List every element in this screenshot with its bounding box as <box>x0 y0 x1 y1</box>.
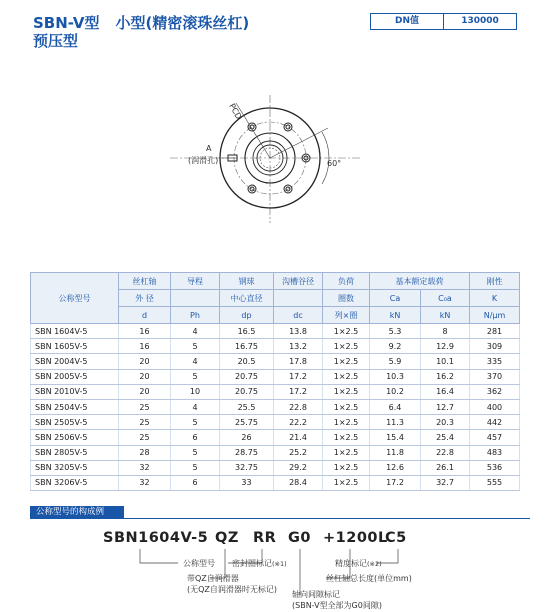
cell-value: 32 <box>119 475 171 490</box>
cell-value: 21.4 <box>274 430 323 445</box>
cell-value: 20.3 <box>421 415 470 430</box>
cell-value: 5 <box>171 369 220 384</box>
cell-value: 32.7 <box>421 475 470 490</box>
title-main: SBN-V型 <box>33 14 100 32</box>
label-pcd: PCD <box>227 102 244 121</box>
cell-value: 28 <box>119 445 171 460</box>
th-lead: 导程 <box>171 273 220 290</box>
cell-value: 20 <box>119 354 171 369</box>
cell-value: 1×2.5 <box>323 475 370 490</box>
ann-qz: 带QZ自润滑器 (无QZ自润滑器时无标记) <box>187 574 278 594</box>
code-part-seal: RR <box>253 530 277 546</box>
cell-model: SBN 2505V-5 <box>31 415 119 430</box>
cell-value: 28.4 <box>274 475 323 490</box>
cell-value: 281 <box>470 324 520 339</box>
cell-value: 32.75 <box>220 460 274 475</box>
cell-value: 25.5 <box>220 399 274 414</box>
cell-value: 16 <box>119 324 171 339</box>
th-shaft-od2: 外 径 <box>119 290 171 307</box>
dn-value: 130000 <box>444 13 517 30</box>
cell-value: 1×2.5 <box>323 460 370 475</box>
cell-value: 28.75 <box>220 445 274 460</box>
cell-value: 6.4 <box>370 399 421 414</box>
cell-value: 17.8 <box>274 354 323 369</box>
cell-model: SBN 3205V-5 <box>31 460 119 475</box>
cell-value: 16.2 <box>421 369 470 384</box>
code-part-length: +1200L <box>323 530 388 546</box>
cell-value: 16.5 <box>220 324 274 339</box>
cell-value: 400 <box>470 399 520 414</box>
ann-model: 公称型号 <box>183 559 215 568</box>
th-ca: Ca <box>370 290 421 307</box>
cell-value: 25.2 <box>274 445 323 460</box>
label-a: A <box>206 144 212 153</box>
cell-value: 457 <box>470 430 520 445</box>
th-coa: C₀a <box>421 290 470 307</box>
cell-value: 26 <box>220 430 274 445</box>
cell-value: 22.8 <box>421 445 470 460</box>
cell-value: 1×2.5 <box>323 369 370 384</box>
cell-value: 25.75 <box>220 415 274 430</box>
cell-model: SBN 3206V-5 <box>31 475 119 490</box>
cell-value: 5 <box>171 415 220 430</box>
cell-value: 22.2 <box>274 415 323 430</box>
cell-value: 5 <box>171 460 220 475</box>
cell-value: 4 <box>171 324 220 339</box>
th-groove: 沟槽谷径 <box>274 273 323 290</box>
code-part-model: SBN1604V-5 <box>103 530 209 546</box>
ann-length: 丝杠轴总长度(单位mm) <box>326 574 412 583</box>
cell-value: 442 <box>470 415 520 430</box>
cell-value: 1×2.5 <box>323 354 370 369</box>
cell-value: 25 <box>119 415 171 430</box>
title-sub: 小型(精密滚珠丝杠) <box>115 14 250 32</box>
th-shaft-od: 丝杠轴 <box>119 273 171 290</box>
cell-value: 20.75 <box>220 369 274 384</box>
label-angle: 60° <box>327 159 342 168</box>
cell-value: 10.3 <box>370 369 421 384</box>
cell-value: 1×2.5 <box>323 399 370 414</box>
cell-value: 8 <box>421 324 470 339</box>
th-ca-unit: kN <box>370 307 421 324</box>
th-ball2: 中心直径 <box>220 290 274 307</box>
cell-value: 10.1 <box>421 354 470 369</box>
cell-value: 26.1 <box>421 460 470 475</box>
cell-value: 25 <box>119 399 171 414</box>
cell-value: 20.75 <box>220 384 274 399</box>
cell-value: 5.3 <box>370 324 421 339</box>
cell-value: 6 <box>171 430 220 445</box>
cell-value: 20.5 <box>220 354 274 369</box>
cell-value: 4 <box>171 354 220 369</box>
th-model: 公称型号 <box>31 273 119 324</box>
cell-value: 20 <box>119 369 171 384</box>
cell-value: 13.2 <box>274 339 323 354</box>
cell-value: 1×2.5 <box>323 384 370 399</box>
cell-value: 11.8 <box>370 445 421 460</box>
cell-value: 22.8 <box>274 399 323 414</box>
cell-value: 335 <box>470 354 520 369</box>
code-section-title: 公称型号的构成例 <box>30 506 124 519</box>
cell-value: 10.2 <box>370 384 421 399</box>
ann-clearance: 轴向间隙标记 (SBN-V型全部为G0间隙) <box>292 590 382 610</box>
cell-value: 25.4 <box>421 430 470 445</box>
th-ball: 钢球 <box>220 273 274 290</box>
cell-value: 483 <box>470 445 520 460</box>
cell-value: 1×2.5 <box>323 339 370 354</box>
cell-value: 33 <box>220 475 274 490</box>
cell-value: 16.4 <box>421 384 470 399</box>
cell-model: SBN 2504V-5 <box>31 399 119 414</box>
th-stiff: 刚性 <box>470 273 520 290</box>
cell-model: SBN 2005V-5 <box>31 369 119 384</box>
cell-value: 12.6 <box>370 460 421 475</box>
cell-value: 5.9 <box>370 354 421 369</box>
cell-value: 309 <box>470 339 520 354</box>
cell-value: 15.4 <box>370 430 421 445</box>
cell-value: 362 <box>470 384 520 399</box>
label-lube-hole: (润滑孔) <box>188 156 219 165</box>
ann-seal: 密封圈标记(※1) <box>232 559 287 568</box>
code-part-accuracy: C5 <box>385 530 407 546</box>
code-part-qz: QZ <box>215 530 239 546</box>
dn-label: DN值 <box>370 13 444 30</box>
cell-value: 555 <box>470 475 520 490</box>
th-groove3: dc <box>274 307 323 324</box>
cell-value: 29.2 <box>274 460 323 475</box>
cell-model: SBN 2506V-5 <box>31 430 119 445</box>
cell-value: 1×2.5 <box>323 324 370 339</box>
th-load: 负荷 <box>323 273 370 290</box>
th-load3: 列×圈 <box>323 307 370 324</box>
th-stiff2: K <box>470 290 520 307</box>
cell-value: 13.8 <box>274 324 323 339</box>
th-shaft-od3: d <box>119 307 171 324</box>
code-part-clearance: G0 <box>288 530 311 546</box>
cell-value: 32 <box>119 460 171 475</box>
cell-value: 10 <box>171 384 220 399</box>
cell-value: 20 <box>119 384 171 399</box>
th-stiff3: N/μm <box>470 307 520 324</box>
cell-model: SBN 1604V-5 <box>31 324 119 339</box>
cell-value: 536 <box>470 460 520 475</box>
cell-value: 4 <box>171 399 220 414</box>
th-load2: 圈数 <box>323 290 370 307</box>
cell-value: 370 <box>470 369 520 384</box>
cell-value: 5 <box>171 445 220 460</box>
cell-value: 17.2 <box>274 384 323 399</box>
cell-value: 12.7 <box>421 399 470 414</box>
th-coa-unit: kN <box>421 307 470 324</box>
cell-value: 12.9 <box>421 339 470 354</box>
cell-value: 9.2 <box>370 339 421 354</box>
cell-model: SBN 2805V-5 <box>31 445 119 460</box>
ann-accuracy: 精度标记(※2) <box>335 559 382 568</box>
cell-value: 17.2 <box>274 369 323 384</box>
cell-model: SBN 2004V-5 <box>31 354 119 369</box>
cell-model: SBN 1605V-5 <box>31 339 119 354</box>
cell-value: 1×2.5 <box>323 430 370 445</box>
title-line2: 预压型 <box>33 32 79 50</box>
cell-value: 11.3 <box>370 415 421 430</box>
cell-value: 16 <box>119 339 171 354</box>
cell-value: 25 <box>119 430 171 445</box>
cell-value: 1×2.5 <box>323 415 370 430</box>
cell-value: 17.2 <box>370 475 421 490</box>
cell-value: 6 <box>171 475 220 490</box>
cell-model: SBN 2010V-5 <box>31 384 119 399</box>
th-lead2: Ph <box>171 307 220 324</box>
cell-value: 5 <box>171 339 220 354</box>
cell-value: 16.75 <box>220 339 274 354</box>
th-rated: 基本额定载荷 <box>370 273 470 290</box>
cell-value: 1×2.5 <box>323 445 370 460</box>
th-ball3: dp <box>220 307 274 324</box>
